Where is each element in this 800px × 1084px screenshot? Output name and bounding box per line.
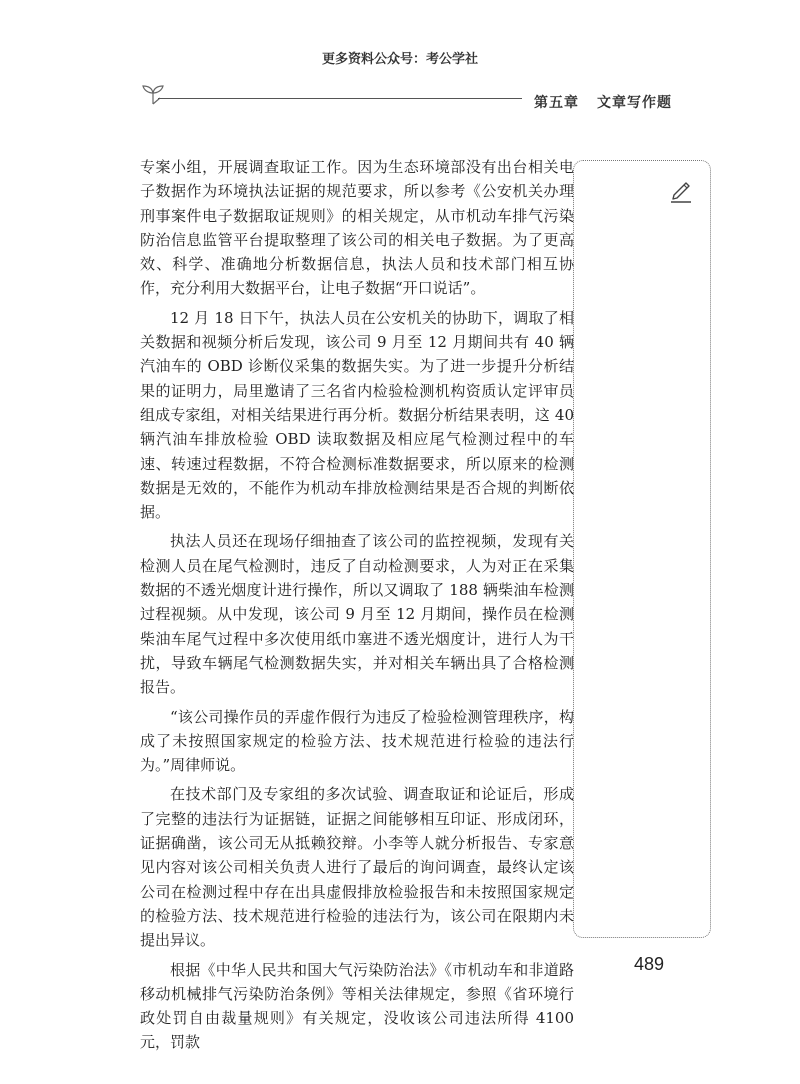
chapter-title: 文章写作题 <box>597 95 672 111</box>
body-text <box>140 155 574 1060</box>
notes-box <box>573 160 711 938</box>
paragraph: “该公司操作员的弄虚作假行为违反了检验检测管理秩序，构成了未按照国家规定的检验方法、技术规范进行检验的违法行为。”周律师说。 <box>140 707 574 775</box>
leaf-sprout-icon <box>140 84 166 106</box>
paragraph: 专案小组，开展调查取证工作。因为生态环境部没有出台相关电子数据作为环境执法证据的规范要求，所以参考《公安机关办理刑事案件电子数据取证规则》的相关规定，从市机动车排气污染防治信息监管平台提取整理了该公司的相关电子数据。为了更高效、科学、准确地分析数据信息，执法人员和技术部门相互协作，充分利用大数据平台，让电子数据“开口说话”。 <box>140 158 574 298</box>
chapter-heading <box>534 92 672 112</box>
top-banner: 更多资料公众号：考公学社 <box>321 52 478 67</box>
paragraph: 执法人员还在现场仔细抽查了该公司的监控视频，发现有关检测人员在尾气检测时，违反了自动检测要求，人为对正在采集数据的不透光烟度计进行操作，所以又调取了 188 辆柴油车检测过程视频。从中发现，该公司 9 月至 12 月期间，操作员在检测柴油车尾气过程中多次使用纸巾塞进不透光烟度计，进行人为干扰，导致车辆尾气检测数据失实，并对相关车辆出具了合格检测报告。 <box>140 532 574 697</box>
header-rule <box>158 98 522 99</box>
paragraph: 在技术部门及专家组的多次试验、调查取证和论证后，形成了完整的违法行为证据链，证据之间能够相互印证、形成闭环，证据确凿，该公司无从抵赖狡辩。小李等人就分析报告、专家意见内容对该公司相关负责人进行了最后的询问调查，最终认定该公司在检测过程中存在出具虚假排放检验报告和未按照国家规定的检验方法、技术规范进行检验的违法行为，该公司在限期内未提出异议。 <box>140 785 574 950</box>
paragraph: 12 月 18 日下午，执法人员在公安机关的协助下，调取了相关数据和视频分析后发现，该公司 9 月至 12 月期间共有 40 辆汽油车的 OBD 诊断仪采集的数据失实。为了进一步提升分析结果的证明力，局里邀请了三名省内检验检测机构资质认定评审员组成专家组，对相关结果进行再分析。数据分析结果表明，这 40 辆汽油车排放检验 OBD 读取数据及相应尾气检测过程中的车速、转速过程数据，不符合检测标准数据要求，所以原来的检测数据是无效的，不能作为机动车排放检测结果是否合规的判断依据。 <box>140 308 574 522</box>
pencil-icon <box>668 177 694 203</box>
chapter-label: 第五章 <box>534 95 579 111</box>
paragraph: 根据《中华人民共和国大气污染防治法》《市机动车和非道路移动机械排气污染防治条例》等相关法律规定，参照《省环境行政处罚自由裁量规则》有关规定，没收该公司违法所得 4100 元，罚款 <box>140 960 574 1052</box>
page-number: 489 <box>634 954 665 974</box>
